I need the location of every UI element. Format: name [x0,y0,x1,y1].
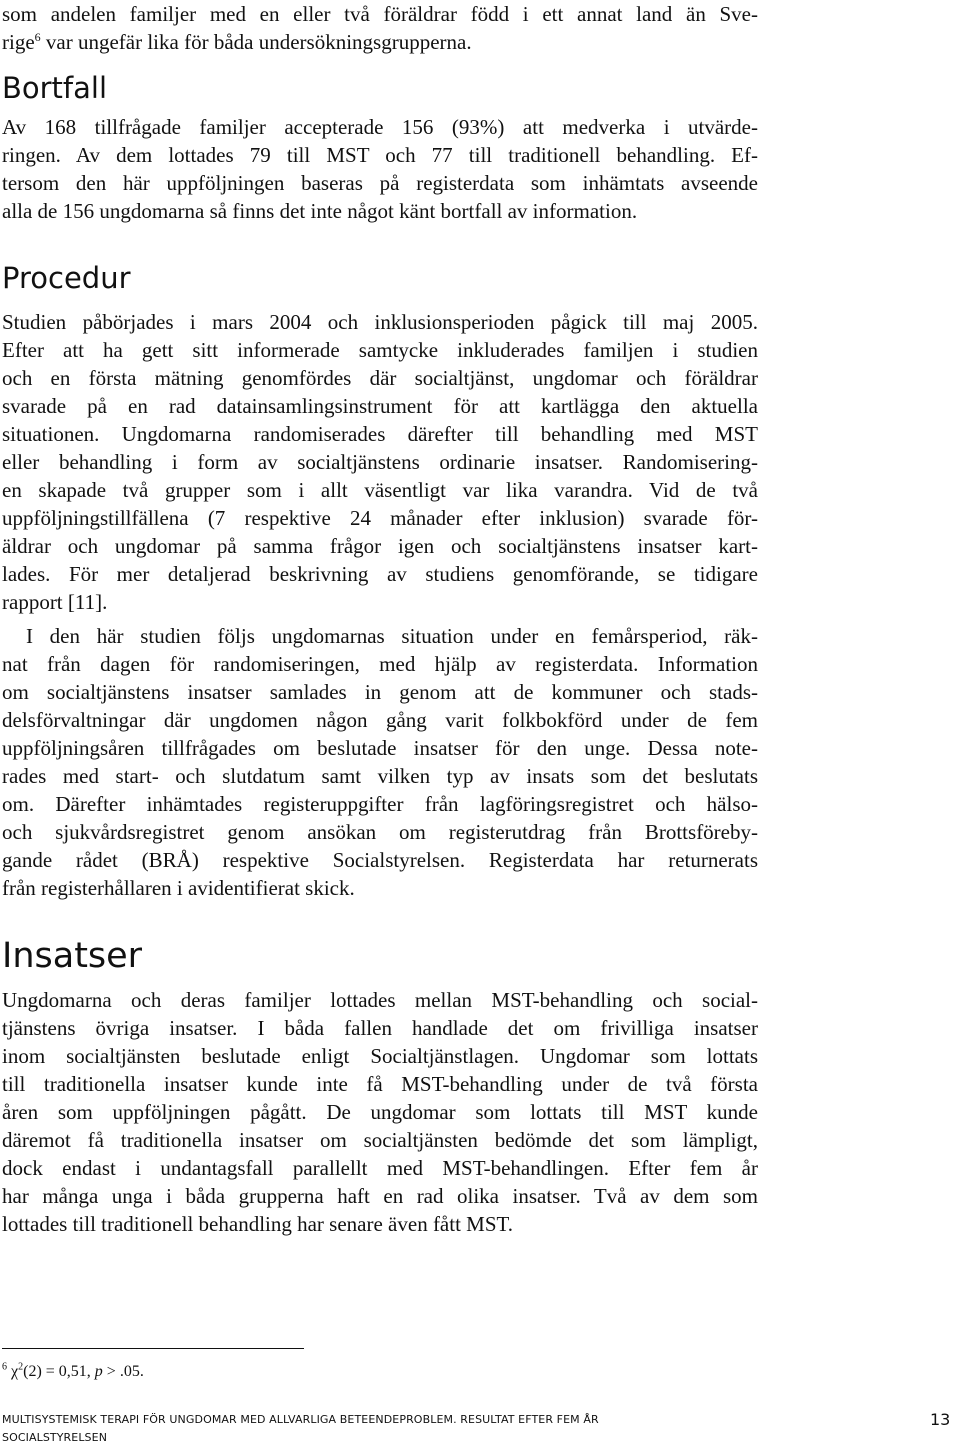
procedur-p2-line: om socialtjänstens insatser samlades in genom att de kommuner och stads- [2,680,758,704]
footnote-chi: χ [11,1363,19,1380]
procedur-p1-line: rapport [11]. [2,590,108,614]
footnote-chi-sup: 2 [18,1361,24,1373]
insatser-line: inom socialtjänsten beslutade enligt Socialtjänstlagen. Ungdomar som lottats [2,1044,758,1068]
procedur-p1-line: en skapade två grupper som i allt väsentligt var lika varandra. Vid de två [2,478,758,502]
procedur-p2-line: delsförvaltningar där ungdomen någon gång varit folkbokförd under de fem [2,708,758,732]
bortfall-line: alla de 156 ungdomarna så finns det inte något känt bortfall av information. [2,199,638,223]
insatser-line: tjänstens övriga insatser. I båda fallen handlade det om frivilliga insatser [2,1016,758,1040]
insatser-line: Ungdomarna och deras familjer lottades mellan MST-behandling och social- [2,988,758,1012]
footnote-marker: 6 [2,1361,7,1373]
procedur-p2-line: om. Därefter inhämtades registeruppgifter från lagföringsregistret och hälso- [2,792,758,816]
procedur-p1-line: lades. För mer detaljerad beskrivning av studiens genomförande, se tidigare [2,562,758,586]
intro-line-2-pre: rige [2,30,35,54]
intro-line-2 [2,28,758,56]
procedur-p2-line: från registerhållaren i avidentifierat skick. [2,876,355,900]
procedur-p2-line: I den här studien följs ungdomarnas situation under en femårsperiod, räk- [26,624,758,648]
intro-line-1-text: som andelen familjer med en eller två föräldrar född i ett annat land än Sve- [2,2,758,26]
procedur-p1-line: äldrar och ungdomar på samma frågor igen och socialtjänstens insatser kart- [2,534,758,558]
bortfall-line: tersom den här uppföljningen baseras på registerdata som inhämtats avseende [2,171,758,195]
procedur-p2-line: gande rådet (BRÅ) respektive Socialstyrelsen. Registerdata har returnerats [2,848,758,872]
procedur-p1-line: och en första mätning genomfördes där socialtjänst, ungdomar och föräldrar [2,366,758,390]
procedur-p1-line: svarade på en rad datainsamlingsinstrument för att kartlägga den aktuella [2,394,758,418]
bortfall-line: Av 168 tillfrågade familjer accepterade 156 (93%) att medverka i utvärde- [2,115,758,139]
footer-publisher: SOCIALSTYRELSEN [2,1431,108,1444]
procedur-p1-line: situationen. Ungdomarna randomiserades därefter till behandling med MST [2,422,758,446]
insatser-line: åren som uppföljningen pågått. De ungdomar som lottats till MST kunde [2,1100,758,1124]
procedur-p2-line: och sjukvårdsregistret genom ansökan om registerutdrag från Brottsföreby- [2,820,758,844]
heading-procedur: Procedur [2,261,131,295]
procedur-p2-line: nat från dagen för randomiseringen, med hjälp av registerdata. Information [2,652,758,676]
heading-bortfall: Bortfall [2,71,108,105]
insatser-line: dock endast i undantagsfall parallellt med MST-behandlingen. Efter fem år [2,1156,758,1180]
bortfall-line: ringen. Av dem lottades 79 till MST och 77 till traditionell behandling. Ef- [2,143,758,167]
footer-title: MULTISYSTEMISK TERAPI FÖR UNGDOMAR MED ALLVARLIGA BETEENDEPROBLEM. RESULTAT EFTER FEM ÅR [2,1413,599,1426]
insatser-line: däremot få traditionella insatser om socialtjänsten bedömde det som lämpligt, [2,1128,758,1152]
procedur-p2-line: uppföljningsåren tillfrågades om beslutade insatser för den unge. Dessa note- [2,736,758,760]
intro-line-1 [2,0,758,28]
insatser-line: lottades till traditionell behandling har senare även fått MST. [2,1212,514,1236]
page-number: 13 [930,1410,951,1429]
procedur-p1-line: uppföljningstillfällena (7 respektive 24 månader efter inklusion) svarade för- [2,506,758,530]
footnote-p: p [94,1363,103,1380]
insatser-line: har många unga i båda grupperna haft en rad olika insatser. Två av dem som [2,1184,758,1208]
footnote-ref-6[interactable]: 6 [34,30,41,44]
procedur-p1-line: Efter att ha gett sitt informerade samtycke inkluderades familjen i studien [2,338,758,362]
footnote-text-b: > .05. [102,1363,144,1380]
footnote-6 [2,1363,144,1381]
procedur-p2-line: rades med start- och slutdatum samt vilken typ av insats som det beslutats [2,764,758,788]
footnote-divider [2,1348,304,1349]
heading-insatser: Insatser [2,936,143,976]
footnote-text-a: (2) = 0,51, [23,1363,95,1380]
intro-line-2-post: var ungefär lika för båda undersökningsgrupperna. [40,30,472,54]
procedur-p1-line: eller behandling i form av socialtjänstens ordinarie insatser. Randomisering- [2,450,758,474]
procedur-p1-line: Studien påbörjades i mars 2004 och inklusionsperioden pågick till maj 2005. [2,310,758,334]
insatser-line: till traditionella insatser kunde inte få MST-behandling under de två första [2,1072,758,1096]
